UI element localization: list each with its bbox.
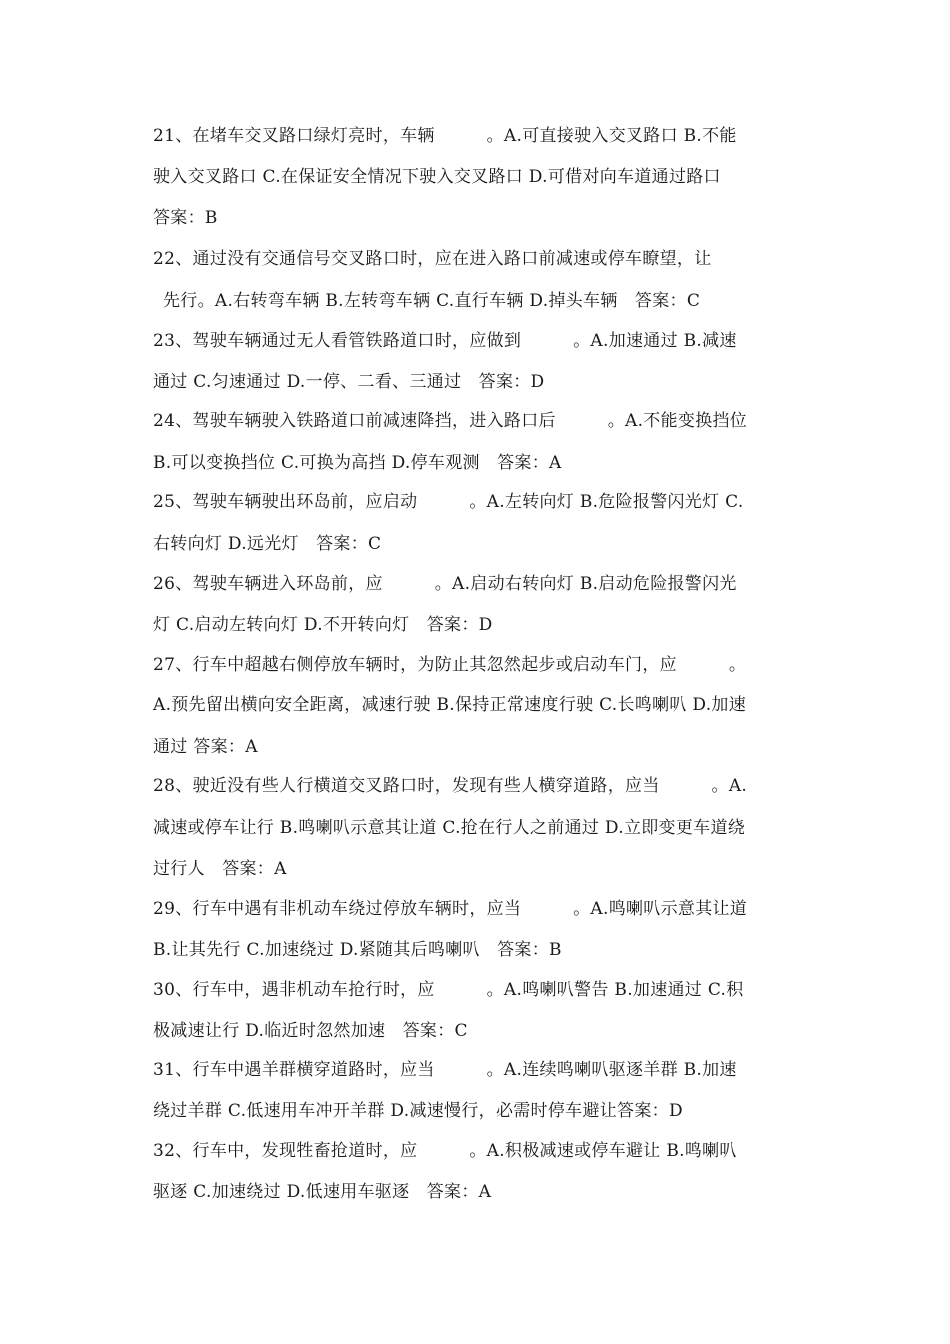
text-line: 极减速让行 D.临近时忽然加速 答案：C [153, 1021, 468, 1041]
text-line: 过行人 答案：A [153, 859, 287, 879]
text-line: 右转向灯 D.远光灯 答案：C [153, 534, 382, 554]
text-line: 31、行车中遇羊群横穿道路时，应当 。A.连续鸣喇叭驱逐羊群 B.加速 [153, 1060, 737, 1080]
text-line: 29、行车中遇有非机动车绕过停放车辆时，应当 。A.鸣喇叭示意其让道 [153, 899, 748, 919]
text-line: 28、驶近没有些人行横道交叉路口时，发现有些人横穿道路，应当 。A. [153, 776, 748, 796]
text-line: 27、行车中超越右侧停放车辆时，为防止其忽然起步或启动车门，应 。 [153, 655, 747, 675]
text-line: 驱逐 C.加速绕过 D.低速用车驱逐 答案：A [153, 1182, 492, 1202]
text-line: A.预先留出横向安全距离，减速行驶 B.保持正常速度行驶 C.长鸣喇叭 D.加速 [153, 695, 747, 715]
text-line: 通过 C.匀速通过 D.一停、二看、三通过 答案：D [153, 372, 545, 392]
text-line: 先行。A.右转弯车辆 B.左转弯车辆 C.直行车辆 D.掉头车辆 答案：C [163, 291, 701, 311]
text-line: 21、在堵车交叉路口绿灯亮时，车辆 。A.可直接驶入交叉路口 B.不能 [153, 126, 737, 146]
text-line: 驶入交叉路口 C.在保证安全情况下驶入交叉路口 D.可借对向车道通过路口 [153, 167, 721, 187]
text-line: 绕过羊群 C.低速用车冲开羊群 D.减速慢行，必需时停车避让答案：D [153, 1101, 683, 1121]
text-line: 32、行车中，发现牲畜抢道时，应 。A.积极减速或停车避让 B.鸣喇叭 [153, 1141, 737, 1161]
text-line: 灯 C.启动左转向灯 D.不开转向灯 答案：D [153, 615, 493, 635]
text-line: 23、驾驶车辆通过无人看管铁路道口时，应做到 。A.加速通过 B.减速 [153, 331, 737, 351]
text-line: 25、驾驶车辆驶出环岛前，应启动 。A.左转向灯 B.危险报警闪光灯 C. [153, 492, 744, 512]
text-line: 答案：B [153, 208, 218, 228]
text-line: 24、驾驶车辆驶入铁路道口前减速降挡，进入路口后 。A.不能变换挡位 [153, 411, 748, 431]
text-line: 减速或停车让行 B.鸣喇叭示意其让道 C.抢在行人之前通过 D.立即变更车道绕 [153, 818, 746, 838]
text-line: 26、驾驶车辆进入环岛前，应 。A.启动右转向灯 B.启动危险报警闪光 [153, 574, 737, 594]
text-line: B.让其先行 C.加速绕过 D.紧随其后鸣喇叭 答案：B [153, 940, 562, 960]
text-line: 22、通过没有交通信号交叉路口时，应在进入路口前减速或停车瞭望，让 [153, 249, 712, 269]
text-line: B.可以变换挡位 C.可换为高挡 D.停车观测 答案：A [153, 453, 562, 473]
text-line: 通过 答案：A [153, 737, 258, 757]
text-line: 30、行车中，遇非机动车抢行时，应 。A.鸣喇叭警告 B.加速通过 C.积 [153, 980, 744, 1000]
